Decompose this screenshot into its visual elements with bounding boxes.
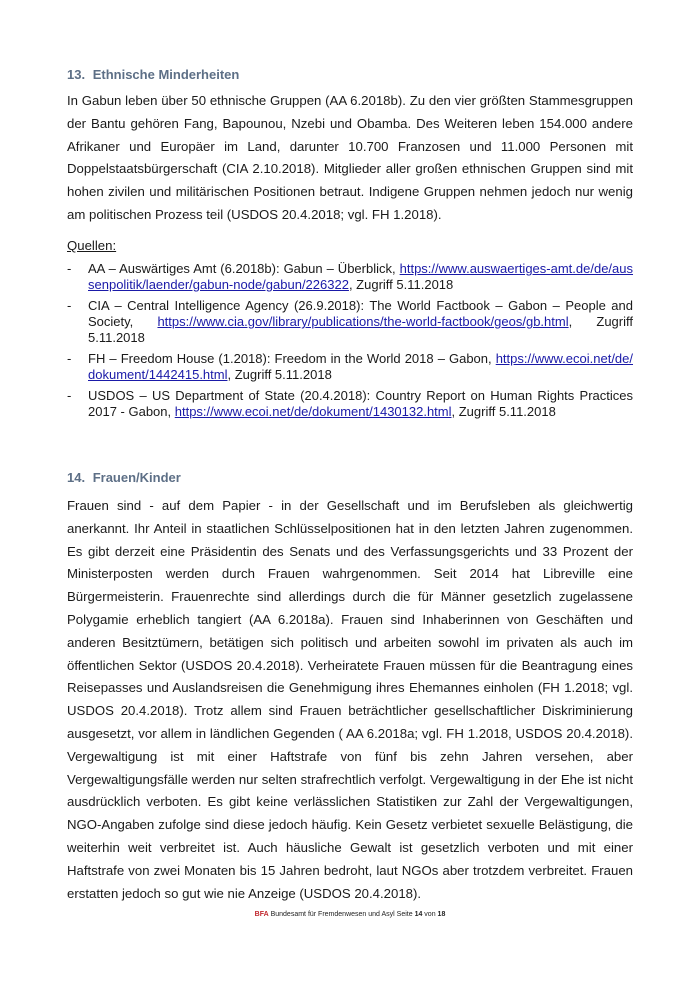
section-14-number: 14. [67, 470, 86, 485]
sources-list [67, 261, 633, 425]
source-text: USDOS – US Department of State (20.4.2018): Country Report on Human Rights Practices 2017 - Gabon, [88, 388, 633, 419]
list-dash: - [67, 351, 72, 366]
source-item-cia [67, 298, 633, 346]
source-link-aa[interactable]: https://www.auswaertiges-amt.de/de/aussenpolitik/laender/gabun-node/gabun/226322 [88, 261, 633, 292]
source-text: AA – Auswärtiges Amt (6.2018b): Gabun – Überblick, [88, 261, 400, 276]
source-text: FH – Freedom House (1.2018): Freedom in the World 2018 – Gabon, [88, 351, 496, 366]
bfa-logo-text: BFA [254, 911, 269, 918]
source-link-usdos[interactable]: https://www.ecoi.net/de/dokument/1430132.html [174, 404, 452, 419]
source-link-cia[interactable]: https://www.cia.gov/library/publications/the-world-factbook/geos/gb.html [157, 314, 569, 329]
source-link-fh[interactable]: https://www.ecoi.net/de/dokument/1442415.html [88, 351, 633, 382]
page-footer [0, 911, 700, 918]
footer-page-total: 18 [437, 911, 446, 918]
section-14-paragraph: Frauen sind - auf dem Papier - in der Gesellschaft und im Berufsleben als gleichwertig anerkannt. Ihr Anteil in staatlichen Schlüsselpositionen hat in den letzten Jahren zugenommen. Es gibt derzeit eine Präsidentin des Senats und des Verfassungsgerichts und 33 Prozent der Ministerposten werden durch Frauen wahrgenommen. Seit 2014 hat Libreville eine Bürgermeisterin. Frauenrechte sind allerdings durch die für Männer gesetzlich zugelassene Polygamie erheblich tangiert (AA 6.2018a). Frauen sind Inhaberinnen von Geschäften und anderen Besitztümern, betätigen sich politisch und arbeiten sowohl im privaten als auch im öffentlichen Sektor (USDOS 20.4.2018). Verheiratete Frauen müssen für die Beantragung eines Reisepasses und Auslandsreisen die Genehmigung ihres Ehemannes einholen (FH 1.2018; vgl. USDOS 20.4.2018). Trotz allem sind Frauen beträchtlicher gesellschaftlicher Diskriminierung ausgesetzt, vor allem in ländlichen Gegenden ( AA 6.2018a; vgl. FH 1.2018, USDOS 20.4.2018). Vergewaltigung ist mit einer Haftstrafe von fünf bis zehn Jahren versehen, aber Vergewaltigungsfälle werden nur selten strafrechtlich verfolgt. Vergewaltigung in der Ehe ist nicht ausdrücklich verboten. Es gibt keine verlässlichen Statistiken zur Zahl der Vergewaltigungen, NGO-Angaben zufolge sind diese jedoch häufig. Kein Gesetz verbietet sexuelle Belästigung, die weiterhin weit verbreitet ist. Auch häusliche Gewalt ist gesetzlich verboten und mit einer Haftstrafe von zwei Monaten bis 15 Jahren bedroht, laut NGOs aber trotzdem verbreitet. Frauen erstatten jedoch so gut wie nie Anzeige (USDOS 20.4.2018). [67, 498, 633, 901]
source-access-date: , Zugriff 5.11.2018 [88, 314, 633, 345]
section-13-paragraph: In Gabun leben über 50 ethnische Gruppen (AA 6.2018b). Zu den vier größten Stammesgruppen der Bantu gehören Fang, Bapounou, Nzebi und Obamba. Des Weiteren leben 154.000 andere Afrikaner und Europäer im Land, darunter 10.700 Franzosen und 11.000 Personen mit Doppelstaatsbürgerschaft (CIA 2.10.2018). Mitglieder aller großen ethnischen Gruppen sind mit hohen zivilen und militärischen Positionen betraut. Indigene Gruppen nehmen jedoch nur wenig am politischen Prozess teil (USDOS 20.4.2018; vgl. FH 1.2018). [67, 93, 633, 222]
footer-of: von [422, 911, 438, 918]
source-item-fh [67, 351, 633, 383]
list-dash: - [67, 298, 72, 313]
sources-label: Quellen: [67, 238, 117, 253]
source-item-usdos [67, 388, 633, 420]
section-14-title: Frauen/Kinder [92, 470, 181, 485]
section-14-heading [67, 470, 181, 485]
source-text: CIA – Central Intelligence Agency (26.9.2018): The World Factbook – Gabon – People and Society, [88, 298, 633, 329]
source-access-date: , Zugriff 5.11.2018 [227, 367, 332, 382]
source-access-date: , Zugriff 5.11.2018 [348, 277, 454, 292]
source-access-date: , Zugriff 5.11.2018 [451, 404, 556, 419]
section-13-heading [67, 67, 239, 82]
footer-org: Bundesamt für Fremdenwesen und Asyl Seite [268, 911, 415, 918]
source-item-aa [67, 261, 633, 293]
section-13-number: 13. [67, 67, 86, 82]
list-dash: - [67, 388, 72, 403]
section-13-title: Ethnische Minderheiten [92, 67, 240, 82]
list-dash: - [67, 261, 72, 276]
footer-page-number: 14 [414, 911, 423, 918]
